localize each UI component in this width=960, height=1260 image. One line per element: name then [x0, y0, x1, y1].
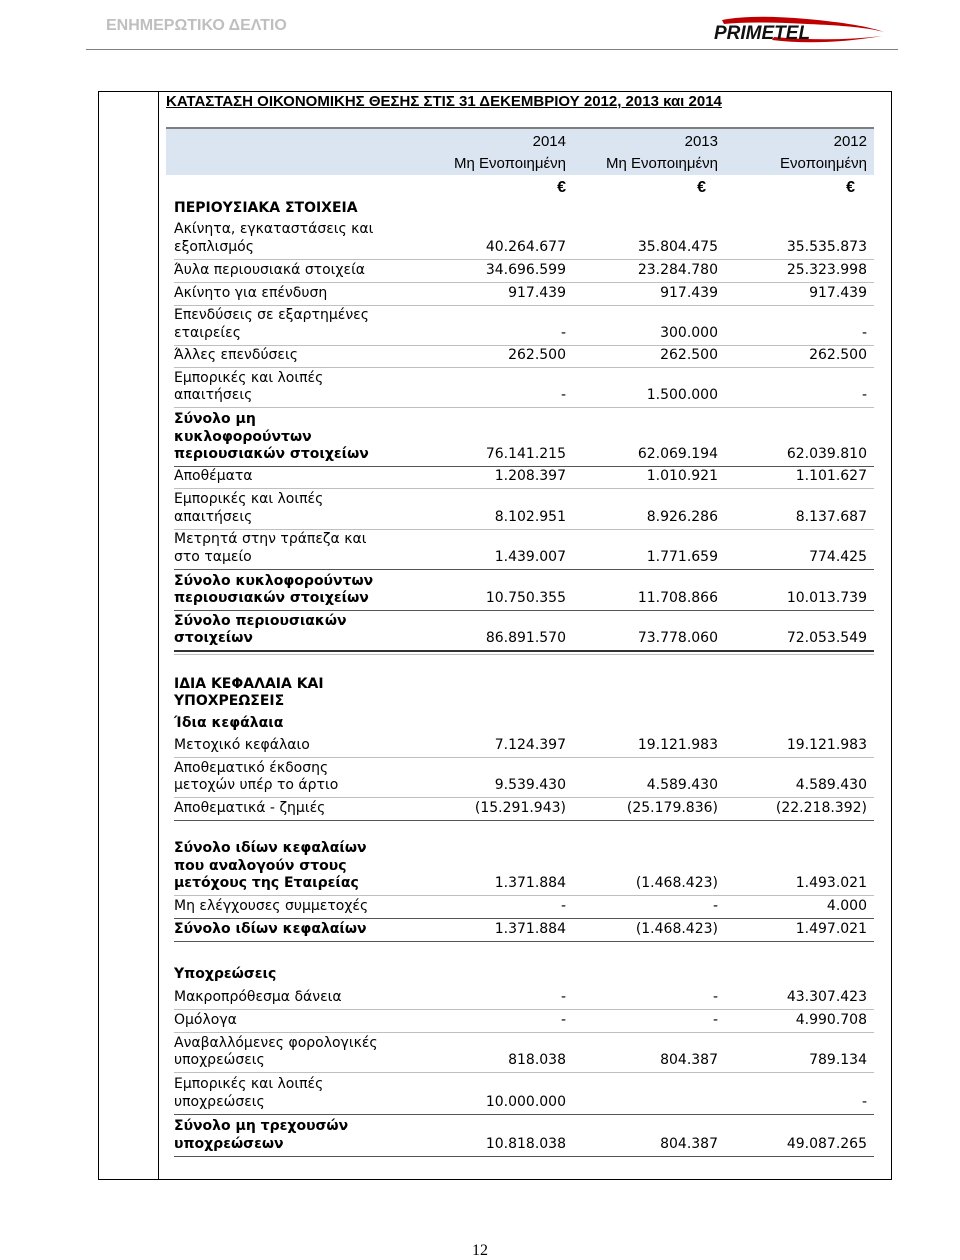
col-2013-basis: Μη Ενοποιημένη — [606, 155, 718, 172]
row-divider — [174, 466, 874, 467]
row-label: Ομόλογα — [174, 1012, 237, 1028]
value-2012: 1.493.021 — [795, 875, 867, 891]
value-2014: 40.264.677 — [485, 239, 566, 255]
row-label: Αποθεματικό έκδοσης — [174, 760, 329, 776]
value-2013: - — [712, 1012, 718, 1028]
value-2014: 7.124.397 — [494, 737, 566, 753]
value-2012: 774.425 — [809, 549, 867, 565]
value-2014: 9.539.430 — [494, 777, 566, 793]
value-2012: 8.137.687 — [795, 509, 867, 525]
value-2014: 1.208.397 — [494, 468, 566, 484]
value-2014: 10.750.355 — [485, 590, 566, 606]
value-2012: - — [861, 325, 867, 341]
value-2014: 86.891.570 — [485, 630, 566, 646]
row-divider — [174, 305, 874, 306]
col-2013-year: 2013 — [684, 133, 718, 150]
row-label: Σύνολο μη τρεχουσών — [174, 1118, 349, 1134]
value-2012: 43.307.423 — [786, 989, 867, 1005]
total-assets-rule — [174, 650, 874, 652]
value-2014: 1.371.884 — [494, 875, 566, 891]
row-label: υποχρεώσεις — [174, 1094, 265, 1110]
row-label: Μετοχικό κεφάλαιο — [174, 737, 310, 753]
value-2012: 4.000 — [826, 898, 867, 914]
value-2013: 804.387 — [660, 1136, 718, 1152]
row-divider — [174, 569, 874, 570]
row-divider — [174, 820, 874, 821]
value-2012: 35.535.873 — [786, 239, 867, 255]
row-label: ΠΕΡΙΟΥΣΙΑΚΑ ΣΤΟΙΧΕΙΑ — [174, 200, 358, 216]
value-2013: 1.010.921 — [646, 468, 718, 484]
value-2013: 300.000 — [660, 325, 718, 341]
row-divider — [174, 895, 874, 896]
col-2013-currency: € — [697, 179, 706, 196]
row-label: μετοχών υπέρ το άρτιο — [174, 777, 339, 793]
row-label: Σύνολο κυκλοφορούντων — [174, 573, 374, 589]
value-2014: 10.818.038 — [485, 1136, 566, 1152]
row-label: ΥΠΟΧΡΕΩΣΕΙΣ — [174, 693, 285, 709]
value-2012: 49.087.265 — [786, 1136, 867, 1152]
value-2013: 62.069.194 — [637, 446, 718, 462]
value-2014: 34.696.599 — [485, 262, 566, 278]
document-header-title: ΕΝΗΜΕΡΩΤΙΚΟ ΔΕΛΤΙΟ — [106, 17, 287, 34]
row-label: εταιρείες — [174, 325, 241, 341]
row-label: Ακίνητο για επένδυση — [174, 285, 328, 301]
value-2013: 11.708.866 — [637, 590, 718, 606]
row-label: Εμπορικές και λοιπές — [174, 1076, 324, 1092]
col-2014-basis: Μη Ενοποιημένη — [454, 155, 566, 172]
statement-title: ΚΑΤΑΣΤΑΣΗ ΟΙΚΟΝΟΜΙΚΗΣ ΘΕΣΗΣ ΣΤΙΣ 31 ΔΕΚΕΜΒΡΙΟΥ 2012, 2013 και 2014 — [166, 93, 722, 110]
value-2013: - — [712, 898, 718, 914]
value-2012: 4.589.430 — [795, 777, 867, 793]
row-label: υποχρεώσεων — [174, 1136, 284, 1152]
value-2012: 62.039.810 — [786, 446, 867, 462]
row-label: Σύνολο ιδίων κεφαλαίων — [174, 921, 367, 937]
row-divider — [174, 1072, 874, 1073]
col-2012-basis: Ενοποιημένη — [780, 155, 867, 172]
value-2014: - — [560, 325, 566, 341]
col-2012-year: 2012 — [833, 133, 867, 150]
value-2013: (25.179.836) — [626, 800, 718, 816]
row-label: Μη ελέγχουσες συμμετοχές — [174, 898, 369, 914]
row-label: Αποθέματα — [174, 468, 253, 484]
row-label: στο ταμείο — [174, 549, 252, 565]
row-divider — [174, 797, 874, 798]
column-header-rule — [166, 127, 874, 129]
value-2013: 23.284.780 — [637, 262, 718, 278]
row-divider — [174, 488, 874, 489]
row-label: που αναλογούν στους — [174, 858, 347, 874]
value-2014: - — [560, 898, 566, 914]
row-label: Αποθεματικά - ζημιές — [174, 800, 326, 816]
col-2014-year: 2014 — [532, 133, 566, 150]
row-label: Υποχρεώσεις — [174, 966, 277, 982]
row-label: Σύνολο ιδίων κεφαλαίων — [174, 840, 367, 856]
page-number: 12 — [472, 1242, 488, 1259]
col-2014-currency: € — [557, 179, 566, 196]
row-label: Επενδύσεις σε εξαρτημένες — [174, 307, 369, 323]
row-divider — [174, 1156, 874, 1157]
row-label: κυκλοφορούντων — [174, 429, 312, 445]
value-2014: 8.102.951 — [494, 509, 566, 525]
value-2014: 917.439 — [508, 285, 566, 301]
value-2014: 262.500 — [508, 347, 566, 363]
row-divider — [174, 1009, 874, 1010]
svg-text:PRIMETEL: PRIMETEL — [714, 23, 811, 44]
value-2012: 262.500 — [809, 347, 867, 363]
value-2014: 1.439.007 — [494, 549, 566, 565]
value-2013: 1.500.000 — [646, 387, 718, 403]
row-label: Σύνολο μη — [174, 411, 256, 427]
row-label: υποχρεώσεις — [174, 1052, 265, 1068]
row-divider — [174, 1032, 874, 1033]
value-2013: (1.468.423) — [635, 875, 718, 891]
value-2013: 4.589.430 — [646, 777, 718, 793]
row-divider — [174, 529, 874, 530]
row-divider — [174, 757, 874, 758]
value-2012: 25.323.998 — [786, 262, 867, 278]
row-label: απαιτήσεις — [174, 509, 253, 525]
value-2012: 789.134 — [809, 1052, 867, 1068]
row-divider — [174, 610, 874, 611]
value-2012: - — [861, 1094, 867, 1110]
value-2013: 917.439 — [660, 285, 718, 301]
value-2012: 4.990.708 — [795, 1012, 867, 1028]
row-label: ΙΔΙΑ ΚΕΦΑΛΑΙΑ ΚΑΙ — [174, 676, 324, 692]
value-2012: 19.121.983 — [786, 737, 867, 753]
row-divider — [174, 941, 874, 942]
value-2013: 73.778.060 — [637, 630, 718, 646]
value-2012: 72.053.549 — [786, 630, 867, 646]
row-divider — [174, 407, 874, 408]
value-2013: 804.387 — [660, 1052, 718, 1068]
value-2012: 1.497.021 — [795, 921, 867, 937]
row-divider — [174, 367, 874, 368]
value-2013: 8.926.286 — [646, 509, 718, 525]
value-2013: 262.500 — [660, 347, 718, 363]
frame-inner-border — [158, 91, 159, 1179]
value-2013: 1.771.659 — [646, 549, 718, 565]
row-label: Εμπορικές και λοιπές — [174, 370, 324, 386]
col-2012-currency: € — [846, 179, 855, 196]
value-2012: 917.439 — [809, 285, 867, 301]
value-2013: (1.468.423) — [635, 921, 718, 937]
value-2012: - — [861, 387, 867, 403]
value-2014: - — [560, 1012, 566, 1028]
row-label: Ακίνητα, εγκαταστάσεις και — [174, 221, 374, 237]
row-label: Σύνολο περιουσιακών — [174, 613, 347, 629]
row-divider — [174, 918, 874, 919]
row-label: περιουσιακών στοιχείων — [174, 590, 369, 606]
value-2014: 76.141.215 — [485, 446, 566, 462]
row-label: Άυλα περιουσιακά στοιχεία — [174, 262, 366, 278]
value-2012: (22.218.392) — [775, 800, 867, 816]
row-label: μετόχους της Εταιρείας — [174, 875, 359, 891]
value-2013: - — [712, 989, 718, 1005]
value-2013: 35.804.475 — [637, 239, 718, 255]
row-label: Αναβαλλόμενες φορολογικές — [174, 1035, 378, 1051]
row-label: Εμπορικές και λοιπές — [174, 491, 324, 507]
row-divider — [174, 345, 874, 346]
row-divider — [174, 1114, 874, 1115]
row-divider — [174, 259, 874, 260]
value-2014: 818.038 — [508, 1052, 566, 1068]
row-label: στοιχείων — [174, 630, 253, 646]
header-divider — [86, 49, 898, 50]
row-label: Μακροπρόθεσμα δάνεια — [174, 989, 342, 1005]
value-2012: 1.101.627 — [795, 468, 867, 484]
row-label: Ίδια κεφάλαια — [174, 715, 284, 731]
value-2014: 1.371.884 — [494, 921, 566, 937]
primetel-logo — [712, 16, 888, 46]
row-divider — [174, 282, 874, 283]
value-2014: (15.291.943) — [474, 800, 566, 816]
value-2014: - — [560, 989, 566, 1005]
row-label: εξοπλισμός — [174, 239, 254, 255]
row-label: Μετρητά στην τράπεζα και — [174, 531, 367, 547]
row-label: απαιτήσεις — [174, 387, 253, 403]
value-2014: - — [560, 387, 566, 403]
value-2014: 10.000.000 — [485, 1094, 566, 1110]
total-assets-rule-2 — [174, 654, 874, 655]
value-2013: 19.121.983 — [637, 737, 718, 753]
row-label: περιουσιακών στοιχείων — [174, 446, 369, 462]
row-label: Άλλες επενδύσεις — [174, 347, 298, 363]
value-2012: 10.013.739 — [786, 590, 867, 606]
